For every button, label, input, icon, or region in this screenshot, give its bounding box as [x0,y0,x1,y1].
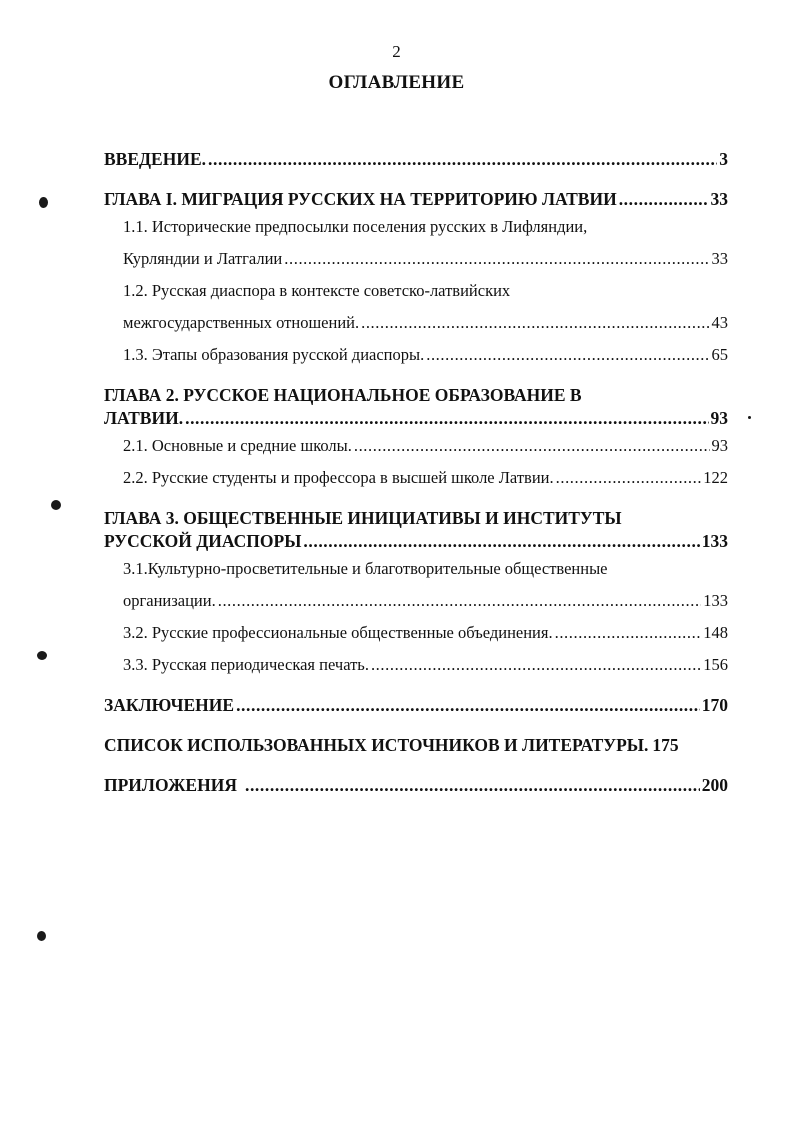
toc-entry-section-3-2[interactable] [104,617,728,649]
toc-entry-section-2-1[interactable] [104,430,728,462]
toc-entry-label: организации. [123,591,216,610]
toc-entry-page: 175 [652,735,679,755]
toc-entry-section-2-2[interactable] [104,462,728,494]
toc-entry-page: 148 [703,623,728,642]
toc-entry-page: 170 [701,695,728,715]
toc-entry-page: 93 [711,436,728,455]
dot-leader [361,307,709,339]
dot-leader [371,649,701,681]
toc-entry-page: 122 [703,468,728,487]
scan-speck [51,500,61,510]
table-of-contents [104,148,728,797]
toc-entry-introduction[interactable] [104,148,728,171]
dot-leader [185,407,708,430]
toc-entry-page: 133 [701,531,728,551]
toc-entry-section-3-1-line1: 3.1.Культурно-просветительные и благотворительные общественные [123,559,608,578]
toc-entry-section-1-2-line1: 1.2. Русская диаспора в контексте советско-латвийских [123,281,511,300]
toc-entry-section-1-3[interactable] [104,339,728,371]
dot-leader [245,774,700,797]
toc-entry-label: межгосударственных отношений. [123,313,360,332]
toc-entry-chapter-2-line1: ГЛАВА 2. РУССКОЕ НАЦИОНАЛЬНОЕ ОБРАЗОВАНИЕ В [104,385,582,405]
scan-speck [39,197,48,208]
toc-entry-label: РУССКОЙ ДИАСПОРЫ [104,531,302,551]
dot-leader [354,430,710,462]
toc-entry-label: ПРИЛОЖЕНИЯ [104,775,237,795]
toc-entry-label: Курляндии и Латгалии [123,249,283,268]
toc-entry-conclusion[interactable] [104,694,728,717]
toc-entry-section-3-1[interactable] [104,585,728,617]
page-number: 2 [392,42,401,61]
dot-leader [284,243,709,275]
toc-entry-chapter-1[interactable] [104,188,728,211]
toc-entry-page: 133 [703,591,728,610]
toc-entry-label: 2.2. Русские студенты и профессора в высшей школе Латвии. [123,468,554,487]
toc-entry-label: 1.3. Этапы образования русской диаспоры. [123,345,425,364]
toc-entry-section-1-2[interactable] [104,307,728,339]
dot-leader [218,585,702,617]
scan-speck [37,931,46,941]
dot-leader [426,339,709,371]
toc-entry-label: 3.3. Русская периодическая печать. [123,655,369,674]
toc-entry-label: ЛАТВИИ. [104,408,184,428]
toc-entry-appendix[interactable] [104,774,728,797]
toc-title: ОГЛАВЛЕНИЕ [328,72,465,93]
toc-entry-page: 43 [711,313,728,332]
dot-leader [555,617,702,649]
toc-entry-page: 33 [711,249,728,268]
toc-entry-label: ВВЕДЕНИЕ. [104,149,207,169]
toc-entry-chapter-2[interactable] [104,407,728,430]
toc-entry-section-1-1[interactable] [104,243,728,275]
scan-speck [748,416,751,419]
toc-entry-label: ЗАКЛЮЧЕНИЕ [104,695,235,715]
dot-leader [236,694,700,717]
toc-entry-section-3-3[interactable] [104,649,728,681]
toc-entry-page: 156 [703,655,728,674]
toc-entry-sources[interactable] [104,734,728,757]
scan-speck [37,651,47,660]
toc-entry-label: 2.1. Основные и средние школы. [123,436,352,455]
dot-leader [619,188,709,211]
toc-entry-label: 3.2. Русские профессиональные общественные объединения. [123,623,553,642]
dot-leader [208,148,717,171]
toc-entry-section-1-1-line1: 1.1. Исторические предпосылки поселения русских в Лифляндии, [123,217,588,236]
toc-entry-page: 3 [719,149,728,169]
toc-entry-page: 200 [701,775,728,795]
dot-leader [303,530,699,553]
toc-entry-page: 33 [710,189,728,209]
dot-leader [556,462,702,494]
toc-entry-chapter-3-line1: ГЛАВА 3. ОБЩЕСТВЕННЫЕ ИНИЦИАТИВЫ И ИНСТИТУТЫ [104,508,622,528]
toc-entry-chapter-3[interactable] [104,530,728,553]
toc-entry-page: 93 [710,408,728,428]
toc-entry-label: СПИСОК ИСПОЛЬЗОВАННЫХ ИСТОЧНИКОВ И ЛИТЕРАТУРЫ. [104,735,649,755]
toc-entry-page: 65 [711,345,728,364]
toc-entry-label: ГЛАВА I. МИГРАЦИЯ РУССКИХ НА ТЕРРИТОРИЮ ЛАТВИИ [104,189,617,209]
